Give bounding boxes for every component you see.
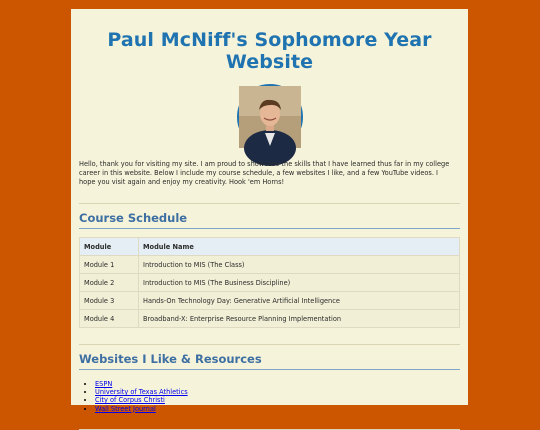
page-title: Paul McNiff's Sophomore Year Website bbox=[107, 29, 432, 73]
table-row bbox=[80, 256, 460, 274]
list-item bbox=[95, 388, 460, 396]
table-row bbox=[80, 292, 460, 310]
module-name-cell: Introduction to MIS (The Class) bbox=[139, 256, 460, 274]
avatar bbox=[237, 84, 303, 150]
module-cell: Module 1 bbox=[80, 256, 139, 274]
course-schedule-table bbox=[79, 237, 460, 328]
intro-text: Hello, thank you for visiting my site. I am proud to showcase the skills that I have learned thus far in my college career in this website. Below I include my course schedule, a few websites I like, and a few YouTube videos. I hope you visit again and enjoy my creativity. Hook 'em Horns! bbox=[79, 160, 450, 186]
divider bbox=[79, 344, 460, 345]
column-header: Module bbox=[80, 238, 139, 256]
link-corpus-christi[interactable]: City of Corpus Christi bbox=[95, 396, 165, 405]
link-wsj[interactable]: Wall Street Journal bbox=[95, 404, 156, 413]
table-header-row bbox=[80, 238, 460, 256]
table-row bbox=[80, 274, 460, 292]
websites-list bbox=[79, 380, 460, 413]
module-cell: Module 3 bbox=[80, 292, 139, 310]
module-cell: Module 4 bbox=[80, 310, 139, 328]
module-name-cell: Broadband-X: Enterprise Resource Planning Implementation bbox=[139, 310, 460, 328]
table-row bbox=[80, 310, 460, 328]
link-espn[interactable]: ESPN bbox=[95, 380, 113, 388]
websites-heading: Websites I Like & Resources bbox=[79, 352, 460, 370]
link-ut-athletics[interactable]: University of Texas Athletics bbox=[95, 388, 188, 397]
module-name-cell: Hands-On Technology Day: Generative Artificial Intelligence bbox=[139, 292, 460, 310]
list-item bbox=[95, 405, 460, 413]
list-item bbox=[95, 380, 460, 388]
profile-photo bbox=[239, 86, 301, 148]
page-panel bbox=[71, 9, 468, 413]
divider bbox=[79, 203, 460, 204]
course-schedule-heading: Course Schedule bbox=[79, 211, 460, 229]
module-cell: Module 2 bbox=[80, 274, 139, 292]
avatar-container bbox=[79, 84, 460, 150]
column-header: Module Name bbox=[139, 238, 460, 256]
list-item bbox=[95, 396, 460, 404]
module-name-cell: Introduction to MIS (The Business Discipline) bbox=[139, 274, 460, 292]
